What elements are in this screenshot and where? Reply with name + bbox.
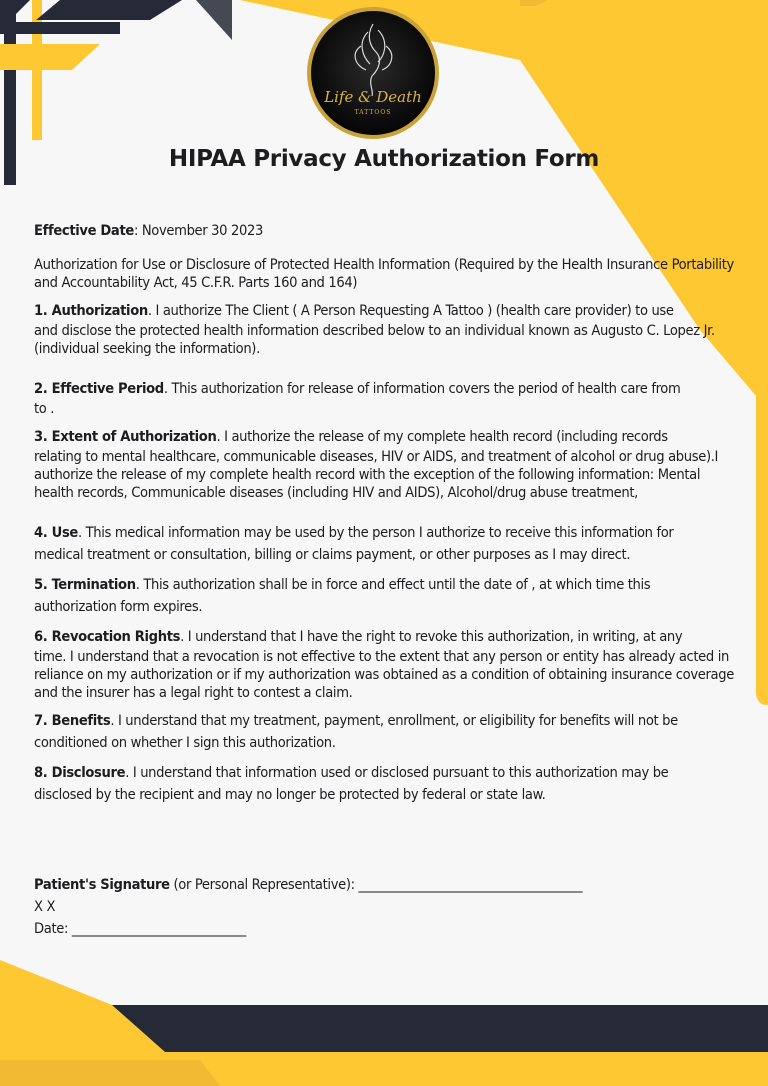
section-authorization: 1. Authorization. I authorize The Client ( A Person Requesting A Tattoo ) (health care provider) to use xyxy=(34,302,674,319)
logo-script: Life & Death xyxy=(324,88,422,106)
section-benefits: 7. Benefits. I understand that my treatment, payment, enrollment, or eligibility for benefits will not be xyxy=(34,712,678,729)
section-extent: 3. Extent of Authorization. I authorize the release of my complete health record (including records xyxy=(34,428,668,445)
signature-block xyxy=(34,874,738,940)
section-extent-cont: relating to mental healthcare, communicable diseases, HIV or AIDS, and treatment of alcohol or drug abuse).I authorize the release of my complete health record with the exception of the following information: Mental health records, Communicable diseases (including HIV and AIDS), Alcohol/drug abuse treatment, xyxy=(34,448,719,501)
signature-field[interactable]: (or Personal Representative): ____________________________________ xyxy=(169,876,583,893)
document-title: HIPAA Privacy Authorization Form xyxy=(168,146,600,172)
section-termination-cont: authorization form expires. xyxy=(34,598,203,615)
section-revocation: 6. Revocation Rights. I understand that I have the right to revoke this authorization, in writing, at any xyxy=(34,628,683,645)
section-disclosure: 8. Disclosure. I understand that information used or disclosed pursuant to this authorization may be xyxy=(34,764,669,781)
document-body xyxy=(34,220,738,806)
signature-mark: X X xyxy=(34,898,56,915)
section-heading: 3. Extent of Authorization xyxy=(34,428,217,445)
section-heading: 4. Use xyxy=(34,524,78,541)
section-effective-period: 2. Effective Period. This authorization for release of information covers the period of health care from xyxy=(34,380,681,397)
section-heading: 1. Authorization xyxy=(34,302,148,319)
section-revocation-cont: time. I understand that a revocation is not effective to the extent that any person or entity has already acted in reliance on my authorization or if my authorization was obtained as a condition of obtaining insurance coverage and the insurer has a legal right to contest a claim. xyxy=(34,648,734,701)
bottom-dark-band xyxy=(112,1005,768,1052)
signature-line xyxy=(34,874,738,896)
top-dark-wedge xyxy=(36,0,182,20)
section-termination: 5. Termination. This authorization shall be in force and effect until the date of , at which time this xyxy=(34,576,651,593)
signature-label: Patient's Signature xyxy=(34,876,170,893)
section-authorization-cont: and disclose the protected health information described below to an individual known as Augusto C. Lopez Jr. (individual seeking the information). xyxy=(34,322,715,357)
intro-paragraph: Authorization for Use or Disclosure of Protected Health Information (Required by the Health Insurance Portability and Accountability Act, 45 C.F.R. Parts 160 and 164) xyxy=(34,256,734,291)
section-heading: 7. Benefits xyxy=(34,712,111,729)
left-yellow-wedge xyxy=(0,44,100,70)
effective-date-label: Effective Date xyxy=(34,222,134,239)
brand-logo xyxy=(306,6,440,140)
date-field[interactable]: Date: ____________________________ xyxy=(34,920,246,937)
section-disclosure-cont: disclosed by the recipient and may no longer be protected by federal or state law. xyxy=(34,786,546,803)
section-benefits-cont: conditioned on whether I sign this authorization. xyxy=(34,734,336,751)
section-effective-period-cont: to . xyxy=(34,400,55,417)
logo-subtext: TATTOOS xyxy=(354,109,392,116)
section-heading: 6. Revocation Rights xyxy=(34,628,181,645)
section-heading: 8. Disclosure xyxy=(34,764,126,781)
section-heading: 2. Effective Period xyxy=(34,380,164,397)
section-use: 4. Use. This medical information may be used by the person I authorize to receive this information for xyxy=(34,524,674,541)
effective-date-line xyxy=(34,220,738,242)
section-heading: 5. Termination xyxy=(34,576,136,593)
effective-date-value: : November 30 2023 xyxy=(133,222,263,239)
section-use-cont: medical treatment or consultation, billing or claims payment, or other purposes as I may direct. xyxy=(34,546,631,563)
right-edge-yellow-tab xyxy=(756,345,768,705)
